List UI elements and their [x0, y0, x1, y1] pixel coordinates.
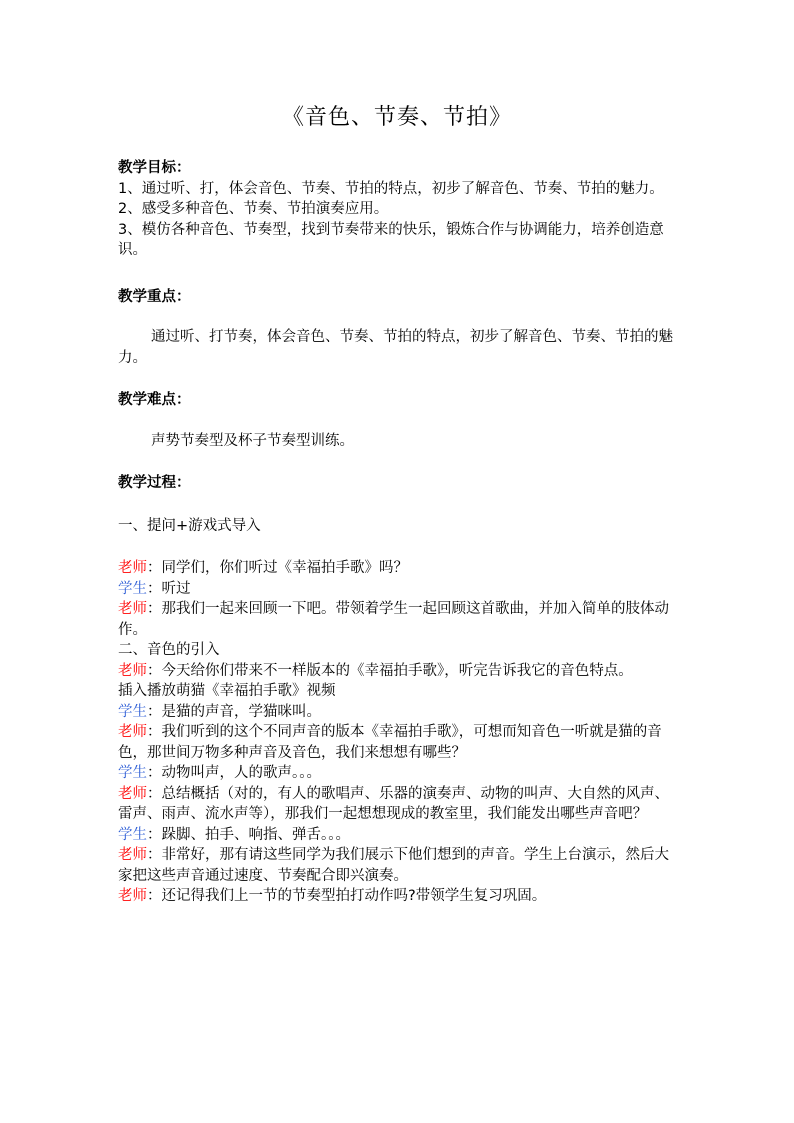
teacher-label: 老师: [118, 662, 147, 679]
dialogue-line: [118, 558, 678, 579]
teacher-label: 老师: [118, 785, 147, 802]
dialogue-line: [118, 845, 678, 886]
dialogue-line: [118, 722, 678, 763]
dialogue-text: ：总结概括（对的，有人的歌唱声、乐器的演奏声、动物的叫声、大自然的风声、雷声、雨声、流水声等），那我们一起想想现成的教室里，我们能发出哪些声音吧？: [118, 785, 669, 822]
dialogue-text: 二、音色的引入: [118, 642, 220, 658]
dialogue-text: ：跺脚、拍手、响指、弹舌。。。: [147, 826, 350, 843]
difficulties-text: 声势节奏型及杯子节奏型训练。: [151, 432, 354, 449]
dialogue-line: [118, 702, 678, 723]
dialogue-line: [118, 886, 678, 907]
key-points-heading: 教学重点：: [118, 288, 191, 305]
student-label: 学生: [118, 703, 147, 720]
dialogue-line: [118, 579, 678, 600]
student-label: 学生: [118, 826, 147, 843]
dialogue-line: [118, 681, 678, 702]
process-part1-title: 一、提问+游戏式导入: [118, 517, 261, 534]
difficulties-heading: 教学难点：: [118, 392, 191, 408]
dialogue-text: ：是猫的声音，学猫咪叫。: [147, 703, 321, 720]
dialogue-text: ：听过: [147, 580, 191, 597]
dialogue-list: [118, 558, 678, 907]
teacher-label: 老师: [118, 560, 147, 576]
process-heading: 教学过程：: [118, 475, 191, 491]
dialogue-line: [118, 784, 678, 825]
document-body: [118, 158, 678, 907]
student-label: 学生: [118, 580, 147, 597]
dialogue-line: [118, 825, 678, 846]
dialogue-text: ：我们听到的这个不同声音的版本《幸福拍手歌》，可想而知音色一听就是猫的音色，那世间万物多种声音及音色，我们来想想有哪些？: [118, 724, 662, 761]
dialogue-text: ：动物叫声，人的歌声。。。: [147, 765, 321, 781]
dialogue-text: ：非常好，那有请这些同学为我们展示下他们想到的声音。学生上台演示，然后大家把这些声音通过速度、节奏配合即兴演奏。: [118, 847, 669, 884]
objective-item-2: 2、感受多种音色、节奏、节拍演奏应用。: [118, 201, 389, 217]
teacher-label: 老师: [118, 601, 147, 617]
dialogue-text: ：还记得我们上一节的节奏型拍打动作吗?带领学生复习巩固。: [147, 888, 547, 904]
dialogue-text: ：那我们一起来回顾一下吧。带领着学生一起回顾这首歌曲，并加入简单的肢体动作。: [118, 601, 669, 638]
objective-item-3: 3、模仿各种音色、节奏型，找到节奏带来的快乐，锻炼合作与协调能力，培养创造意识。: [118, 221, 664, 258]
dialogue-text: ：今天给你们带来不一样版本的《幸福拍手歌》，听完告诉我它的音色特点。: [147, 662, 633, 679]
objectives-heading: 教学目标：: [118, 160, 191, 176]
dialogue-text: 插入播放萌猫《幸福拍手歌》视频: [118, 683, 336, 699]
dialogue-line: [118, 661, 678, 682]
teacher-label: 老师: [118, 847, 147, 863]
dialogue-line: [118, 599, 678, 640]
objective-item-1: 1、通过听、打，体会音色、节奏、节拍的特点，初步了解音色、节奏、节拍的魅力。: [118, 180, 664, 197]
teacher-label: 老师: [118, 888, 147, 904]
student-label: 学生: [118, 765, 147, 781]
dialogue-line: [118, 640, 678, 661]
key-points-text: 通过听、打节奏，体会音色、节奏、节拍的特点，初步了解音色、节奏、节拍的魅力。: [118, 329, 673, 366]
document-title: 《音色、节奏、节拍》: [281, 105, 512, 130]
teacher-label: 老师: [118, 724, 147, 740]
dialogue-line: [118, 763, 678, 784]
dialogue-text: ：同学们，你们听过《幸福拍手歌》吗？: [147, 560, 408, 576]
